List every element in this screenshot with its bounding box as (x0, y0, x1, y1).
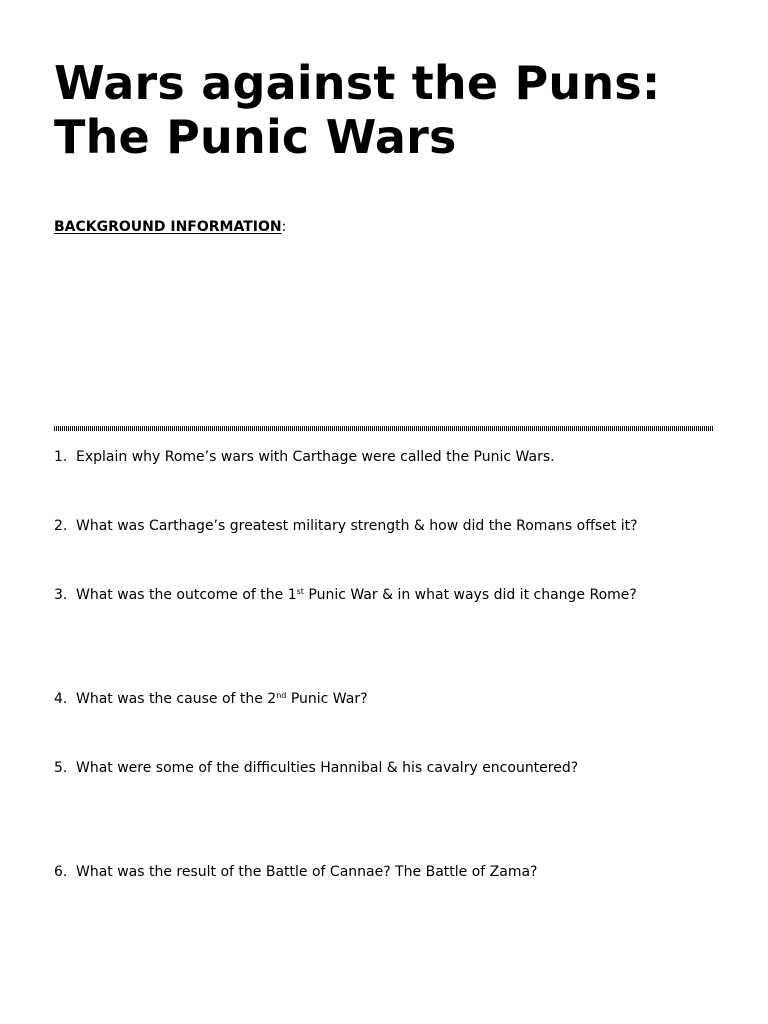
question-number: 6. (54, 864, 68, 880)
question-text-before: What was the cause of the 2 (76, 691, 277, 707)
question-number: 4. (54, 691, 68, 707)
question-2 (54, 517, 638, 535)
question-text-after: Punic War & in what ways did it change Rome? (303, 587, 637, 603)
ordinal-superscript: st (296, 587, 304, 596)
question-5 (54, 759, 578, 777)
question-text: What was the result of the Battle of Cannae? The Battle of Zama? (76, 864, 538, 880)
question-text-after: Punic War? (286, 691, 368, 707)
question-number: 2. (54, 518, 68, 534)
heading-colon: : (281, 219, 287, 235)
background-information-heading (54, 218, 286, 236)
question-4 (54, 690, 368, 708)
question-text-before: What was the outcome of the 1 (76, 587, 297, 603)
question-1 (54, 448, 555, 466)
question-6 (54, 863, 537, 881)
question-number: 5. (54, 760, 68, 776)
question-number: 3. (54, 587, 68, 603)
title-line-2: The Punic Wars (54, 110, 457, 164)
question-text: Explain why Rome’s wars with Carthage were called the Punic Wars. (76, 449, 555, 465)
question-3 (54, 586, 637, 604)
ordinal-superscript: nd (276, 691, 287, 700)
question-text: What were some of the difficulties Hannibal & his cavalry encountered? (76, 760, 579, 776)
dotted-divider (54, 426, 714, 431)
question-number: 1. (54, 449, 68, 465)
question-text: What was Carthage’s greatest military strength & how did the Romans offset it? (76, 518, 638, 534)
page-title (54, 56, 660, 164)
title-line-1: Wars against the Puns: (54, 56, 661, 110)
background-information-label: BACKGROUND INFORMATION (54, 219, 282, 235)
